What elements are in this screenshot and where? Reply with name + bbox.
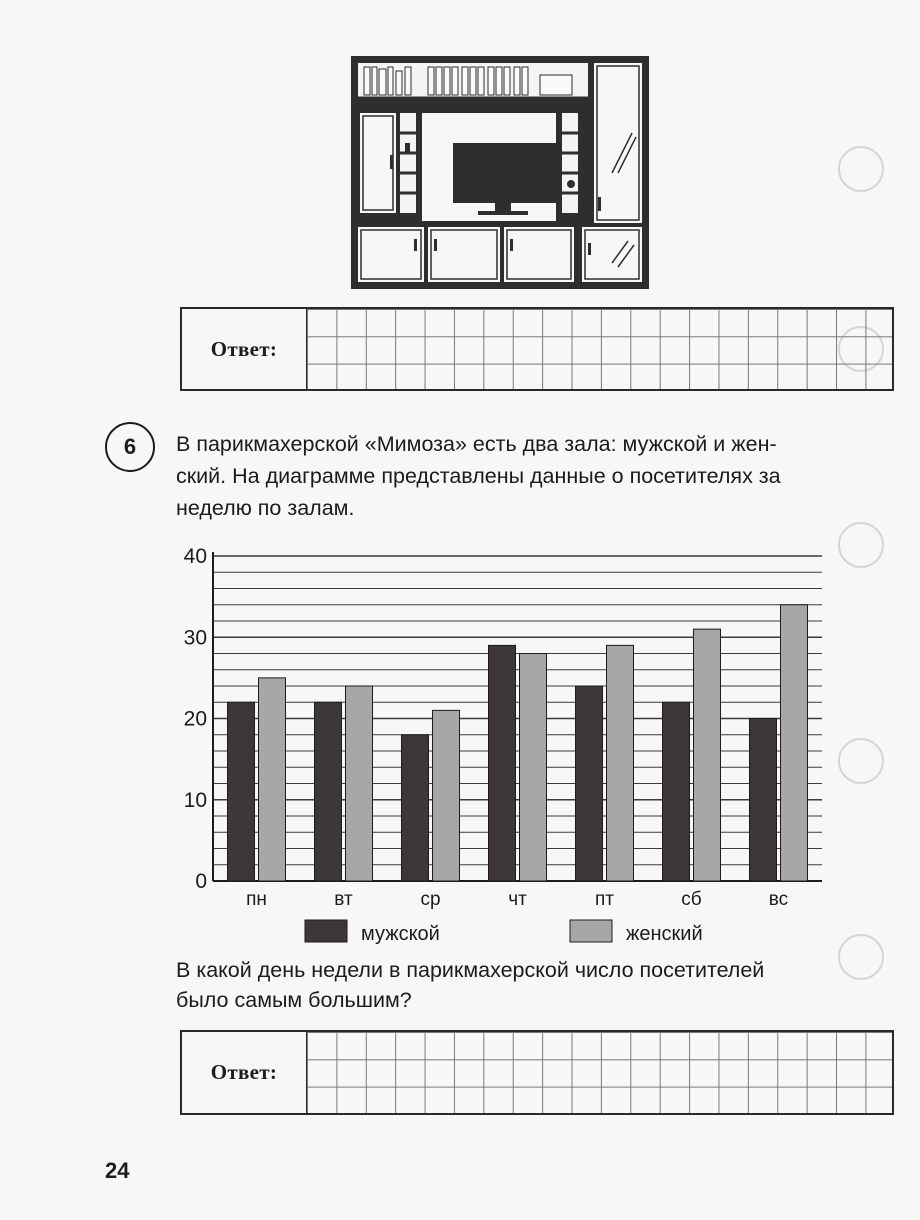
bar-male <box>663 702 690 881</box>
bar-female <box>607 645 634 881</box>
visitors-bar-chart <box>150 538 840 950</box>
ghost-circle-3 <box>838 522 884 568</box>
legend-swatch-female <box>570 920 612 942</box>
task-statement <box>176 428 896 524</box>
x-tick-label: пт <box>595 889 614 910</box>
y-tick-label: 10 <box>183 788 207 812</box>
x-tick-label: вс <box>768 889 789 910</box>
question-line: было самым большим? <box>176 988 412 1012</box>
answer-label-bottom: Ответ: <box>210 1060 278 1084</box>
answer-label-top: Ответ: <box>210 336 278 361</box>
bar-female <box>433 710 460 881</box>
x-tick-label: вт <box>334 889 353 910</box>
bar-male <box>489 645 516 881</box>
y-tick-label: 40 <box>183 545 207 568</box>
bar-male <box>402 735 429 881</box>
task-number: 6 <box>105 422 155 472</box>
answer-box-top[interactable] <box>180 307 894 391</box>
task-line: неделю по залам. <box>176 496 355 520</box>
ghost-circle-1 <box>838 146 884 192</box>
ghost-circle-4 <box>838 738 884 784</box>
answer-grid-top[interactable] <box>306 309 892 389</box>
bar-female <box>694 629 721 881</box>
x-tick-label: пн <box>246 889 267 910</box>
question-text <box>176 955 896 1015</box>
x-tick-label: сб <box>681 889 702 910</box>
bar-female <box>259 678 286 881</box>
bar-female <box>520 654 547 882</box>
answer-box-bottom[interactable] <box>180 1030 894 1115</box>
legend-label-male: мужской <box>361 923 440 945</box>
x-tick-label: ср <box>420 889 441 910</box>
y-tick-label: 30 <box>183 626 207 650</box>
y-tick-label: 20 <box>183 707 207 731</box>
bar-male <box>750 719 777 882</box>
x-tick-label: чт <box>508 889 527 910</box>
y-tick-label: 0 <box>195 870 207 893</box>
bar-male <box>315 702 342 881</box>
answer-grid-bottom[interactable] <box>306 1032 892 1113</box>
bar-male <box>228 702 255 881</box>
task-line: ский. На диаграмме представлены данные о посетителях за <box>176 464 781 488</box>
legend-label-female: женский <box>626 923 703 945</box>
question-line: В какой день недели в парикмахерской число посетителей <box>176 958 765 982</box>
bar-male <box>576 686 603 881</box>
bar-female <box>346 686 373 881</box>
legend-swatch-male <box>305 920 347 942</box>
bar-female <box>781 605 808 881</box>
task-line: В парикмахерской «Мимоза» есть два зала: мужской и жен- <box>176 432 777 456</box>
furniture-illustration <box>350 55 650 290</box>
page-number: 24 <box>105 1158 130 1183</box>
